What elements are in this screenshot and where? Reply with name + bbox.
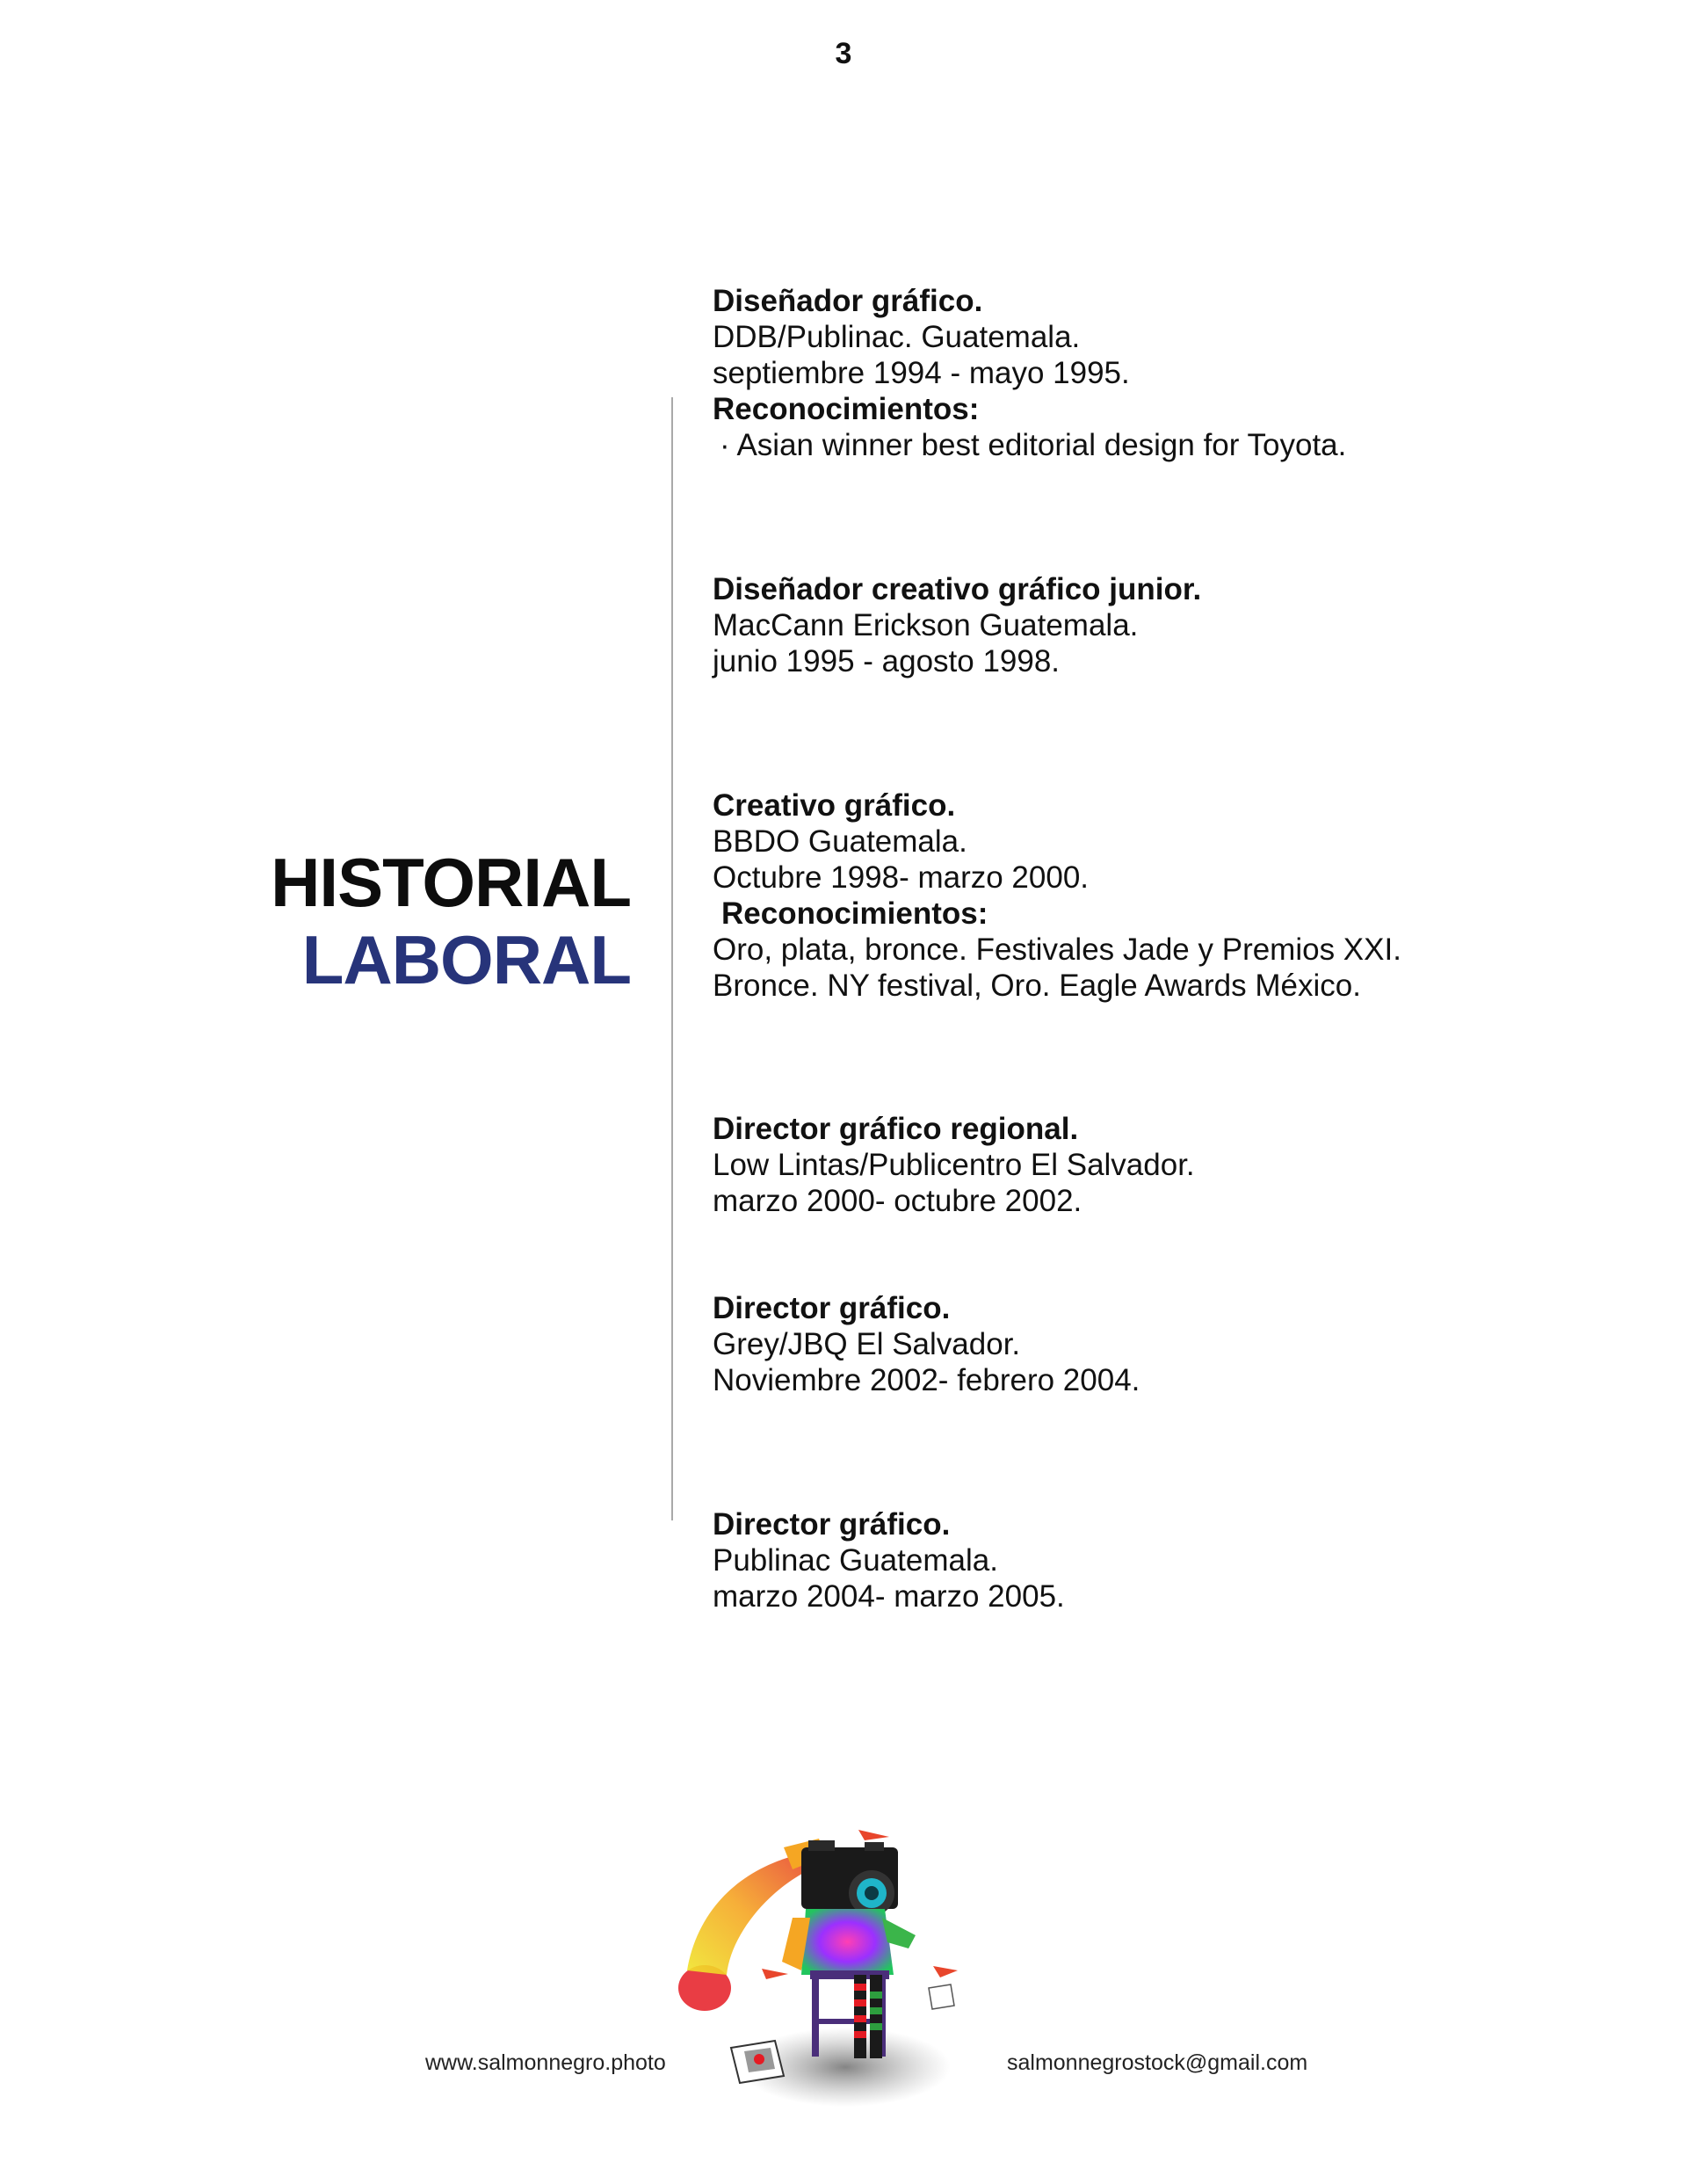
job-dates: junio 1995 - agosto 1998. — [713, 644, 1061, 678]
job-role: Director gráfico. — [713, 1291, 951, 1325]
job-company: Low Lintas/Publicentro El Salvador. — [713, 1148, 1195, 1182]
job-entry-6 — [713, 1506, 1609, 1614]
section-title-line2: LABORAL — [301, 921, 631, 998]
recognition-item: Bronce. NY festival, Oro. Eagle Awards México. — [713, 969, 1361, 1003]
job-role: Director gráfico. — [713, 1507, 951, 1542]
job-company: BBDO Guatemala. — [713, 824, 967, 859]
timeline-rule — [671, 397, 673, 1520]
job-dates: septiembre 1994 - mayo 1995. — [713, 356, 1130, 390]
job-role: Diseñador creativo gráfico junior. — [713, 572, 1202, 606]
recognition-item: Oro, plata, bronce. Festivales Jade y Premios XXI. — [713, 932, 1401, 967]
job-dates: Octubre 1998- marzo 2000. — [713, 860, 1090, 895]
recognition-item: · Asian winner best editorial design for Toyota. — [720, 428, 1347, 462]
job-dates: marzo 2000- octubre 2002. — [713, 1184, 1082, 1218]
job-role: Director gráfico regional. — [713, 1112, 1079, 1146]
section-title — [271, 844, 631, 998]
footer-email-link[interactable]: salmonnegrostock@gmail.com — [1007, 2050, 1308, 2075]
job-entry-4 — [713, 1111, 1609, 1219]
job-dates: Noviembre 2002- febrero 2004. — [713, 1363, 1140, 1397]
section-title-line1: HISTORIAL — [271, 844, 631, 921]
footer-website-link[interactable]: www.salmonnegro.photo — [425, 2050, 666, 2075]
job-dates: marzo 2004- marzo 2005. — [713, 1579, 1065, 1614]
job-company: MacCann Erickson Guatemala. — [713, 608, 1139, 642]
job-entry-1 — [713, 283, 1609, 463]
job-company: DDB/Publinac. Guatemala. — [713, 320, 1081, 354]
job-company: Grey/JBQ El Salvador. — [713, 1327, 1021, 1361]
job-role: Creativo gráfico. — [713, 788, 956, 823]
photographer-illustration-icon — [678, 1821, 977, 2111]
recognitions-label: Reconocimientos: — [713, 392, 980, 426]
job-entry-3 — [713, 787, 1609, 1004]
job-entry-5 — [713, 1290, 1609, 1398]
job-entry-2 — [713, 571, 1609, 679]
page-number: 3 — [835, 37, 852, 70]
recognitions-label: Reconocimientos: — [721, 896, 988, 931]
job-company: Publinac Guatemala. — [713, 1543, 998, 1578]
job-role: Diseñador gráfico. — [713, 284, 983, 318]
